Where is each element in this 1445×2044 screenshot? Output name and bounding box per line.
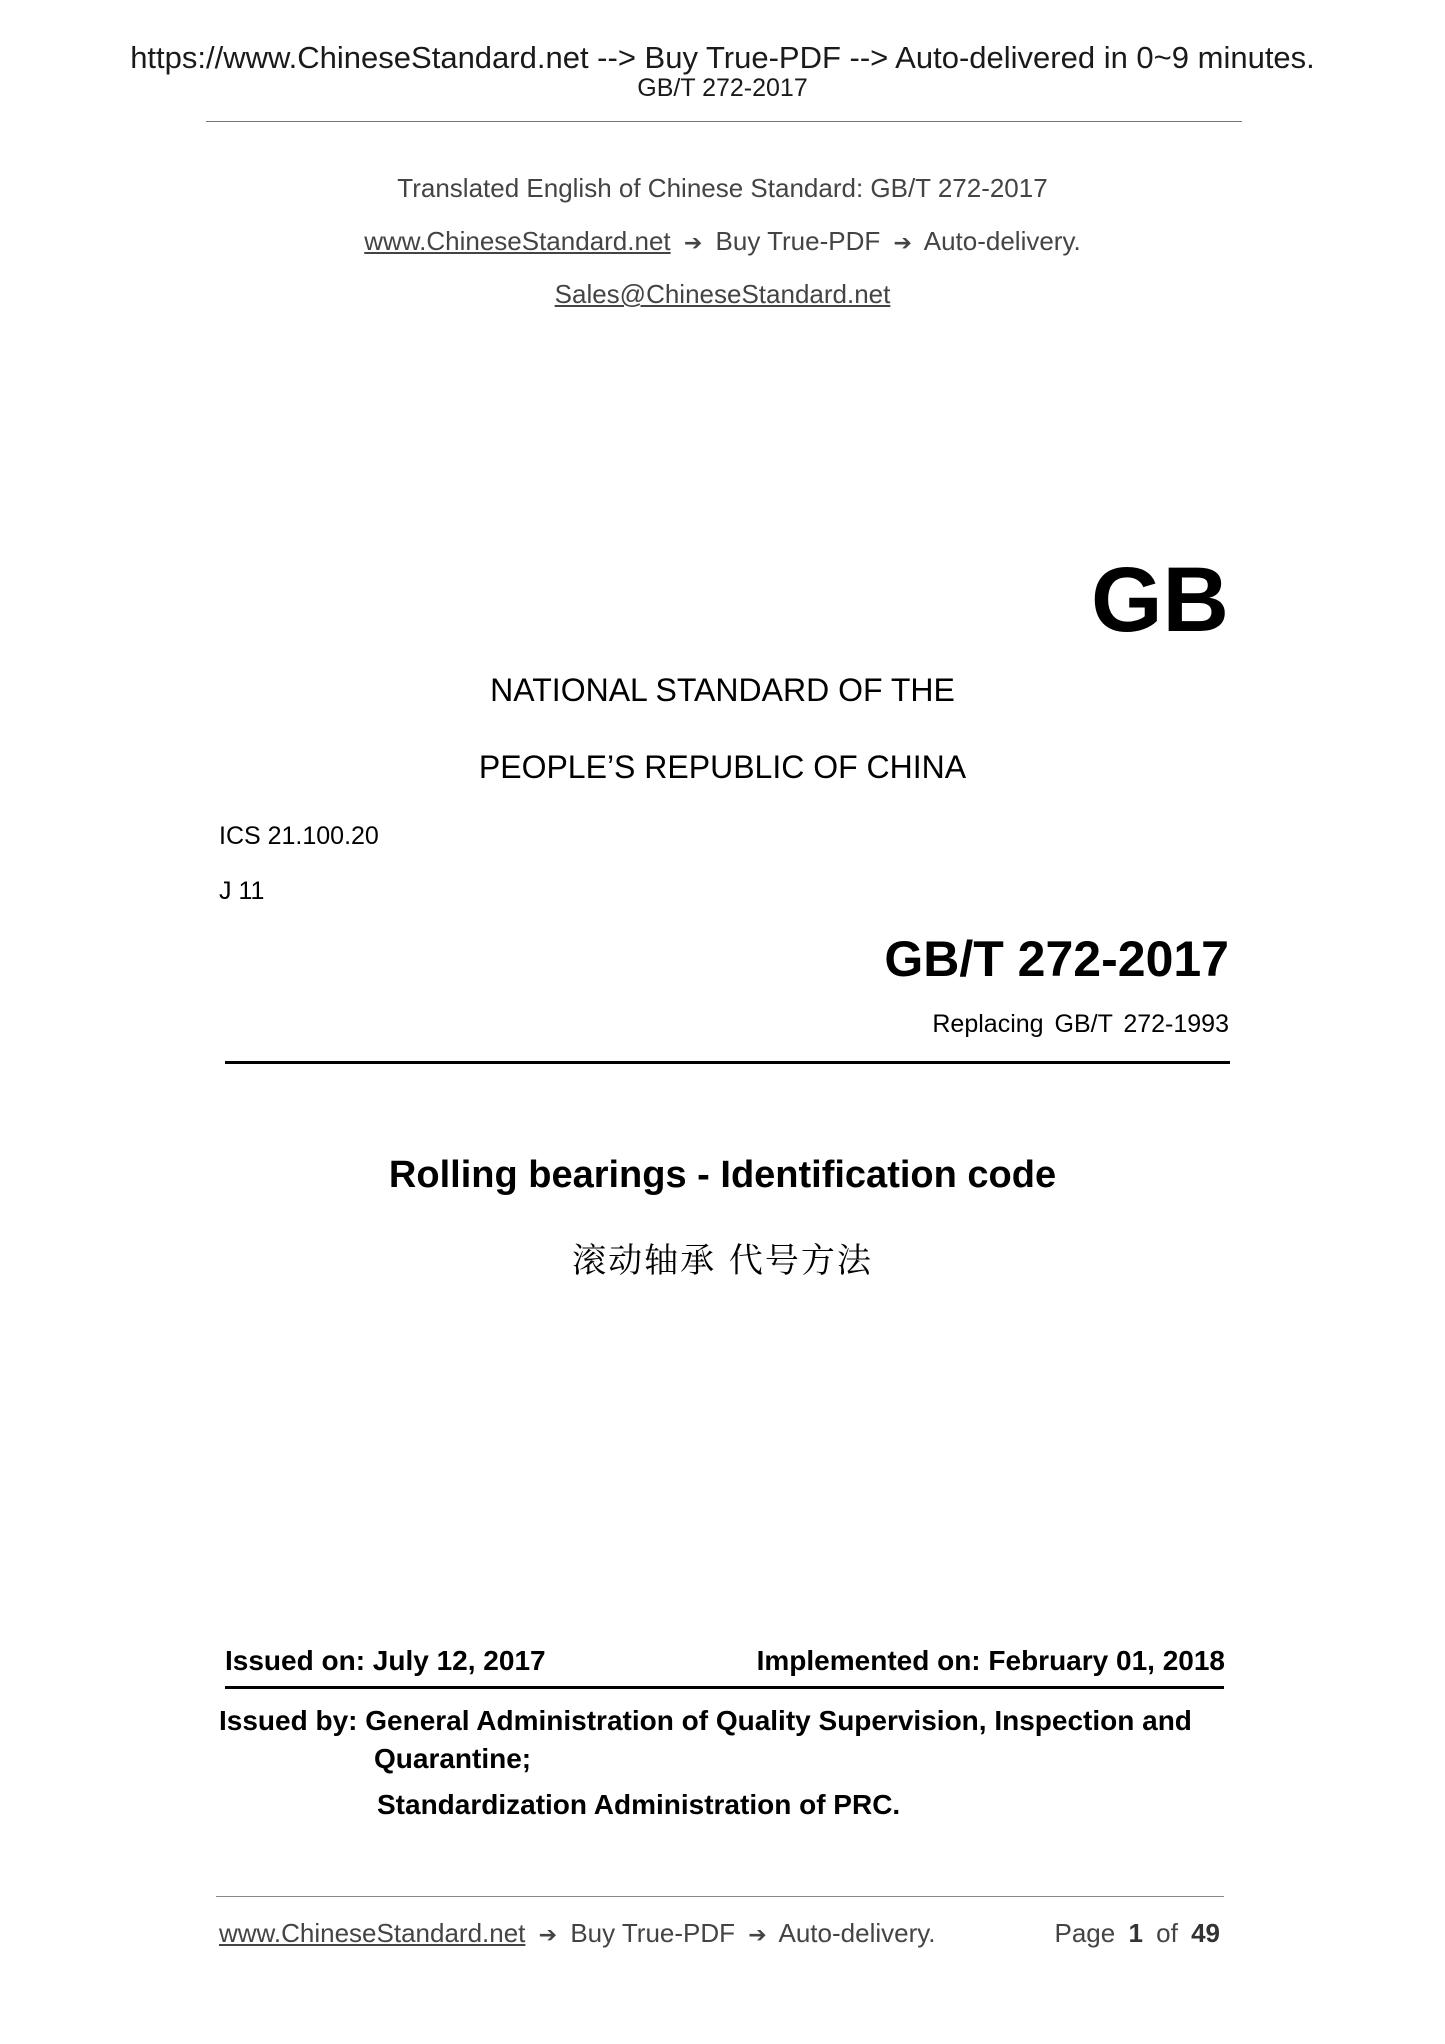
auto-delivery-text: Auto-delivery. — [923, 226, 1081, 256]
issued-by-second-org: Standardization Administration of PRC. — [377, 1789, 901, 1820]
footer-divider — [216, 1896, 1224, 1897]
page-indicator — [1054, 1918, 1220, 1949]
page-label: Page — [1054, 1918, 1116, 1948]
title-divider — [225, 1061, 1230, 1064]
site-link[interactable]: www.ChineseStandard.net — [364, 226, 671, 256]
issued-on: Issued on: July 12, 2017 — [225, 1645, 546, 1676]
issued-by — [219, 1702, 1231, 1778]
right-arrow-icon: ➔ — [683, 230, 703, 255]
header-divider — [206, 121, 1242, 122]
header-standard-code: GB/T 272-2017 — [637, 74, 808, 102]
national-standard-line2: PEOPLE’S REPUBLIC OF CHINA — [478, 749, 967, 785]
issued-by-line2: Quarantine; — [374, 1743, 532, 1774]
standard-code: GB/T 272-2017 — [884, 931, 1229, 987]
english-title: Rolling bearings - Identification code — [388, 1154, 1057, 1196]
replacing-note: Replacing GB/T 272-1993 — [932, 1010, 1229, 1038]
footer-buy-text: Buy True-PDF — [570, 1918, 736, 1948]
national-standard-line1: NATIONAL STANDARD OF THE — [490, 672, 955, 708]
email-link[interactable]: Sales@ChineseStandard.net — [554, 279, 891, 309]
email-line — [0, 279, 1445, 310]
top-banner-url: https://www.ChineseStandard.net --> Buy True-PDF --> Auto-delivered in 0~9 minutes. — [130, 40, 1315, 75]
right-arrow-icon: ➔ — [748, 1922, 767, 1947]
page-number: 1 — [1128, 1918, 1143, 1948]
implemented-on: Implemented on: February 01, 2018 — [756, 1645, 1225, 1676]
footer-links — [219, 1918, 936, 1949]
footer-auto-text: Auto-delivery. — [778, 1918, 936, 1948]
issue-divider — [225, 1686, 1224, 1689]
ics-code: ICS 21.100.20 — [219, 822, 379, 850]
translation-note: Translated English of Chinese Standard: GB/T 272-2017 — [397, 173, 1048, 203]
gb-mark: GB — [1091, 549, 1229, 651]
footer-site-link[interactable]: www.ChineseStandard.net — [219, 1918, 526, 1948]
j-code: J 11 — [219, 877, 265, 905]
of-label: of — [1156, 1918, 1178, 1948]
intro-link-line — [0, 226, 1445, 257]
right-arrow-icon: ➔ — [893, 230, 912, 255]
right-arrow-icon: ➔ — [538, 1922, 558, 1947]
buy-text: Buy True-PDF — [715, 226, 881, 256]
issued-by-line1: Issued by: General Administration of Quality Supervision, Inspection and — [219, 1705, 1192, 1736]
chinese-title: 滚动轴承 代号方法 — [572, 1241, 873, 1281]
page-total: 49 — [1191, 1918, 1220, 1948]
